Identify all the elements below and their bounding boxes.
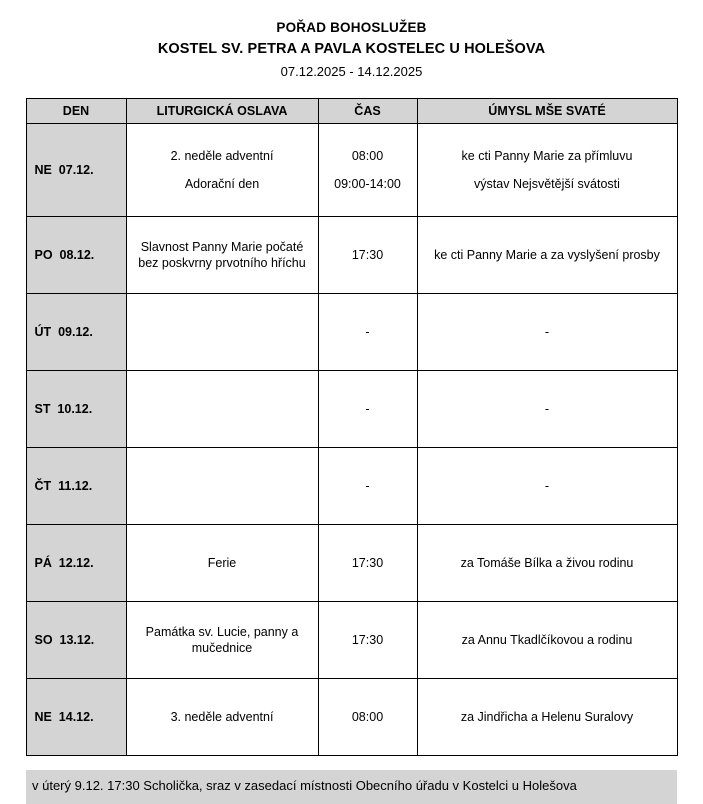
parish-subtitle: KOSTEL SV. PETRA A PAVLA KOSTELEC U HOLEŠOVA xyxy=(157,41,546,57)
time-cell: 17:30 xyxy=(318,602,417,679)
time-cell: 08:00 xyxy=(318,679,417,756)
liturgy-text-top: 2. neděle adventní xyxy=(170,149,274,163)
liturgy-cell: Ferie xyxy=(126,525,318,602)
day-cell: ÚT 09.12. xyxy=(26,294,126,371)
column-header-liturgie: LITURGICKÁ OSLAVA xyxy=(126,99,318,124)
table-row xyxy=(26,294,677,371)
intention-text-bottom: výstav Nejsvětější svátosti xyxy=(474,177,620,191)
document-header xyxy=(0,0,703,82)
table-row xyxy=(26,679,677,756)
page-title: POŘAD BOHOSLUŽEB xyxy=(276,20,427,35)
table-row xyxy=(26,217,677,294)
liturgy-cell xyxy=(126,294,318,371)
table-header-row xyxy=(26,99,677,124)
day-cell: ČT 11.12. xyxy=(26,448,126,525)
time-cell: - xyxy=(318,371,417,448)
liturgy-text-bottom: Adorační den xyxy=(184,177,260,191)
intention-cell: ke cti Panny Marie a za vyslyšení prosby xyxy=(417,217,677,294)
intention-cell: - xyxy=(417,294,677,371)
column-header-umysl: ÚMYSL MŠE SVATÉ xyxy=(417,99,677,124)
intention-cell: - xyxy=(417,371,677,448)
day-cell: ST 10.12. xyxy=(26,371,126,448)
day-cell: NE 14.12. xyxy=(26,679,126,756)
date-range: 07.12.2025 - 14.12.2025 xyxy=(280,64,423,79)
liturgy-cell xyxy=(126,124,318,217)
day-cell: PO 08.12. xyxy=(26,217,126,294)
intention-cell: za Annu Tkadlčíkovou a rodinu xyxy=(417,602,677,679)
day-cell: NE 07.12. xyxy=(26,124,126,217)
intention-cell: za Jindřicha a Helenu Suralovy xyxy=(417,679,677,756)
liturgy-cell: 3. neděle adventní xyxy=(126,679,318,756)
liturgy-cell xyxy=(126,371,318,448)
liturgy-cell: Slavnost Panny Marie počaté bez poskvrny prvotního hříchu xyxy=(126,217,318,294)
time-text-top: 08:00 xyxy=(351,149,384,163)
time-cell xyxy=(318,124,417,217)
schedule-table xyxy=(26,98,678,756)
time-cell: - xyxy=(318,448,417,525)
footer-note: v úterý 9.12. 17:30 Scholička, sraz v zasedací místnosti Obecního úřadu v Kostelci u Holešova xyxy=(26,770,677,804)
liturgy-cell: Památka sv. Lucie, panny a mučednice xyxy=(126,602,318,679)
intention-cell: za Tomáše Bílka a živou rodinu xyxy=(417,525,677,602)
time-cell: - xyxy=(318,294,417,371)
table-row xyxy=(26,371,677,448)
column-header-den: DEN xyxy=(26,99,126,124)
column-header-cas: ČAS xyxy=(318,99,417,124)
table-row xyxy=(26,448,677,525)
day-cell: SO 13.12. xyxy=(26,602,126,679)
table-row xyxy=(26,124,677,217)
liturgy-cell xyxy=(126,448,318,525)
intention-cell xyxy=(417,124,677,217)
table-row xyxy=(26,525,677,602)
intention-cell: - xyxy=(417,448,677,525)
day-cell: PÁ 12.12. xyxy=(26,525,126,602)
time-cell: 17:30 xyxy=(318,217,417,294)
intention-text-top: ke cti Panny Marie za přímluvu xyxy=(461,149,633,163)
time-text-bottom: 09:00-14:00 xyxy=(334,177,401,191)
table-row xyxy=(26,602,677,679)
time-cell: 17:30 xyxy=(318,525,417,602)
